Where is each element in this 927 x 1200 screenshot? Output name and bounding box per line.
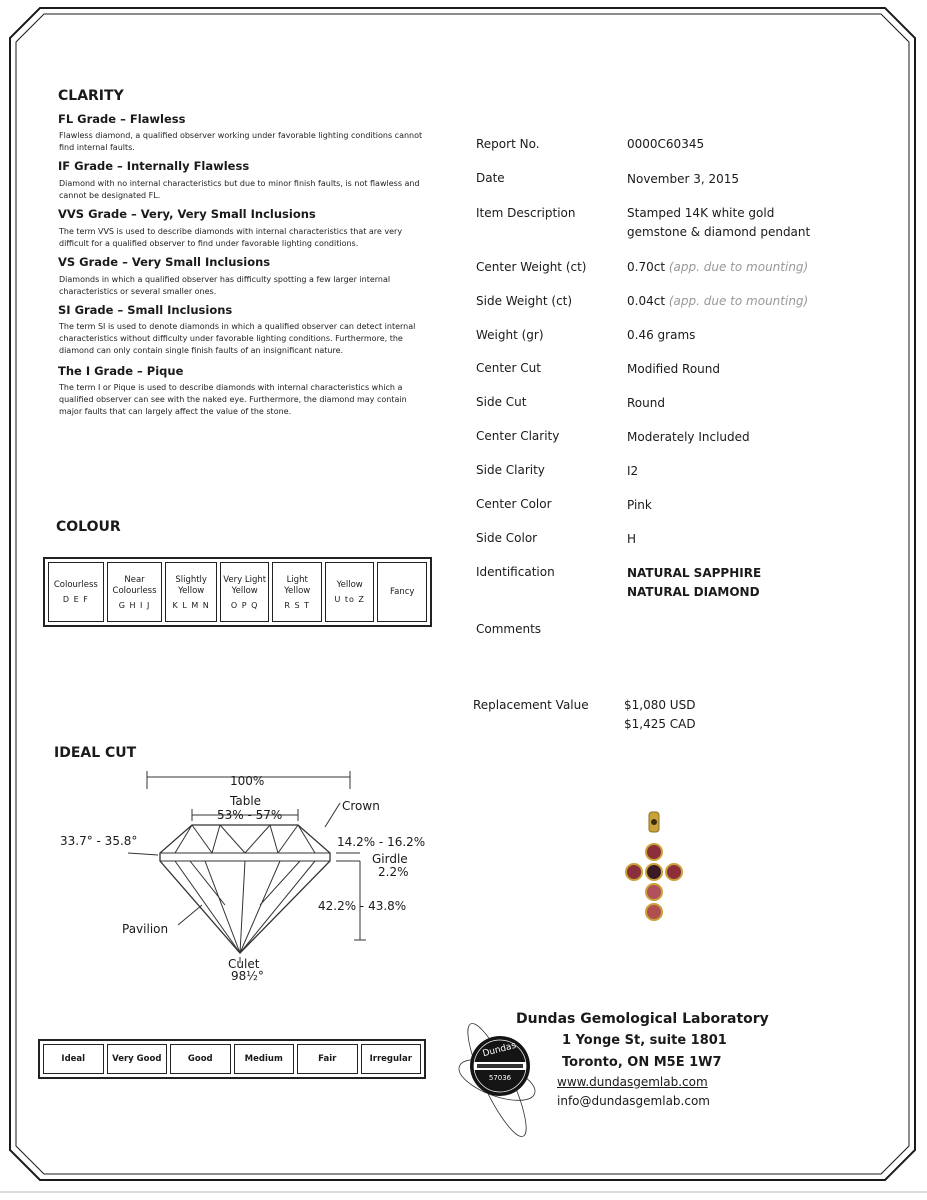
table-label: Table — [230, 794, 262, 808]
identification-line-2: NATURAL DIAMOND — [627, 585, 760, 599]
identification-label: Identification — [476, 565, 555, 579]
colour-scale-table — [43, 557, 432, 627]
pendant-photo — [618, 808, 690, 938]
side-cut-value: Round — [627, 396, 665, 410]
item-description-line-1: Stamped 14K white gold — [627, 206, 775, 220]
grade-if-title: IF Grade – Internally Flawless — [58, 159, 250, 173]
grade-i-title: The I Grade – Pique — [58, 364, 184, 378]
center-weight-number: 0.70ct — [627, 260, 666, 274]
colour-cell — [272, 562, 322, 622]
lab-email[interactable]: info@dundasgemlab.com — [557, 1094, 710, 1108]
grade-vs-title: VS Grade – Very Small Inclusions — [58, 255, 271, 269]
item-description-value — [627, 204, 810, 242]
cut-grade-table — [38, 1039, 426, 1079]
width-label: 100% — [230, 774, 265, 788]
report-no-value: 0000C60345 — [627, 137, 705, 151]
center-color-label: Center Color — [476, 497, 552, 511]
identification-line-1: NATURAL SAPPHIRE — [627, 566, 762, 580]
side-weight-number: 0.04ct — [627, 294, 666, 308]
weight-label: Weight (gr) — [476, 328, 544, 342]
replacement-value — [624, 696, 696, 734]
side-clarity-value: I2 — [627, 464, 639, 478]
colour-name: Light Yellow — [284, 574, 311, 596]
lab-name: Dundas Gemological Laboratory — [516, 1011, 769, 1027]
culet-angle-label: 98½° — [231, 969, 264, 983]
grade-vs-desc: Diamonds in which a qualified observer has difficulty spotting a few larger internal characteristics or several smaller ones. — [59, 275, 391, 296]
colour-name: Yellow — [336, 580, 363, 590]
colour-cell — [220, 562, 270, 622]
colour-range: U to Z — [334, 595, 365, 604]
center-cut-value: Modified Round — [627, 362, 720, 376]
cut-grade-cell: Fair — [297, 1044, 358, 1074]
clarity-heading: CLARITY — [58, 88, 124, 104]
cut-grade-cell: Good — [170, 1044, 231, 1074]
culet-label: Culet — [228, 957, 260, 971]
colour-cell — [325, 562, 375, 622]
center-cut-label: Center Cut — [476, 361, 541, 375]
colour-range: D E F — [62, 595, 89, 604]
replacement-value-label: Replacement Value — [473, 698, 589, 712]
grade-si-title: SI Grade – Small Inclusions — [58, 303, 233, 317]
comments-label: Comments — [476, 622, 542, 636]
item-description-label: Item Description — [476, 206, 576, 220]
center-clarity-value: Moderately Included — [627, 430, 750, 444]
lab-address-line-1: 1 Yonge St, suite 1801 — [562, 1033, 727, 1048]
colour-heading: COLOUR — [56, 519, 121, 535]
date-label: Date — [476, 171, 505, 185]
ideal-cut-heading: IDEAL CUT — [54, 745, 137, 761]
center-weight-label: Center Weight (ct) — [476, 260, 587, 274]
cut-grade-cell: Very Good — [107, 1044, 168, 1074]
cut-grade-cell: Ideal — [43, 1044, 104, 1074]
grade-vvs-title: VVS Grade – Very, Very Small Inclusions — [58, 207, 316, 221]
pavilion-depth-label: 42.2% - 43.8% — [318, 899, 407, 913]
cut-grade-cell: Irregular — [361, 1044, 422, 1074]
center-clarity-label: Center Clarity — [476, 429, 560, 443]
grade-if-desc: Diamond with no internal characteristics but due to minor finish faults, is not flawless and cannot be designated FL. — [59, 179, 420, 200]
side-weight-label: Side Weight (ct) — [476, 294, 573, 308]
grade-si-desc: The term SI is used to denote diamonds in which a qualified observer can detect internal characteristics without difficulty under favorable lighting conditions. Furthermore, the diamond can only contain single finish faults of an insignificant nature. — [59, 322, 416, 355]
colour-cell — [107, 562, 163, 622]
colour-range: K L M N — [172, 600, 210, 610]
replacement-usd: $1,080 USD — [624, 698, 696, 712]
lab-address-line-2: Toronto, ON M5E 1W7 — [562, 1055, 722, 1070]
center-weight-value — [627, 258, 808, 277]
colour-name: Near Colourless — [112, 574, 157, 596]
colour-cell — [48, 562, 104, 622]
side-cut-label: Side Cut — [476, 395, 527, 409]
colour-range: G H I J — [118, 600, 151, 610]
cut-grade-cell: Medium — [234, 1044, 295, 1074]
colour-cell — [377, 562, 427, 622]
crown-angle-label: 33.7° - 35.8° — [60, 834, 138, 848]
colour-name: Slightly Yellow — [175, 574, 207, 596]
weight-value: 0.46 grams — [627, 328, 696, 342]
colour-name: Very Light Yellow — [223, 574, 267, 596]
colour-range: R S T — [284, 600, 310, 610]
crown-height-label: 14.2% - 16.2% — [337, 835, 426, 849]
side-weight-note: (app. due to mounting) — [668, 294, 809, 308]
identification-value — [627, 564, 761, 602]
grade-fl-desc: Flawless diamond, a qualified observer working under favorable lighting conditions cannot find internal faults. — [59, 131, 423, 152]
table-range-label: 53% - 57% — [217, 808, 283, 822]
date-value: November 3, 2015 — [627, 172, 740, 186]
grade-fl-title: FL Grade – Flawless — [58, 112, 186, 126]
side-clarity-label: Side Clarity — [476, 463, 545, 477]
side-color-value: H — [627, 532, 637, 546]
center-color-value: Pink — [627, 498, 652, 512]
colour-cell — [165, 562, 217, 622]
lab-seal — [452, 1010, 542, 1150]
girdle-label: Girdle — [372, 852, 408, 866]
svg-text:57036: 57036 — [488, 1074, 512, 1082]
svg-text:Dundas: Dundas — [481, 1040, 518, 1060]
girdle-value-label: 2.2% — [378, 865, 409, 879]
lab-website-link[interactable]: www.dundasgemlab.com — [557, 1075, 708, 1089]
colour-name: Fancy — [390, 586, 415, 597]
grade-i-desc: The term I or Pique is used to describe diamonds with internal characteristics which a qualified observer can see with the naked eye. Furthermore, the diamond may contain major faults that can largely affect the value of the stone. — [59, 383, 407, 416]
side-weight-value — [627, 292, 808, 311]
grade-vvs-desc: The term VVS is used to describe diamonds with internal characteristics that are very difficult for a qualified observer to find under favorable lighting conditions. — [59, 227, 403, 248]
pavilion-label: Pavilion — [122, 922, 169, 936]
replacement-cad: $1,425 CAD — [624, 717, 696, 731]
side-color-label: Side Color — [476, 531, 538, 545]
report-no-label: Report No. — [476, 137, 540, 151]
crown-label: Crown — [342, 799, 380, 813]
colour-range: O P Q — [230, 600, 259, 610]
center-weight-note: (app. due to mounting) — [668, 260, 809, 274]
item-description-line-2: gemstone & diamond pendant — [627, 225, 811, 239]
colour-name: Colourless — [53, 580, 98, 590]
